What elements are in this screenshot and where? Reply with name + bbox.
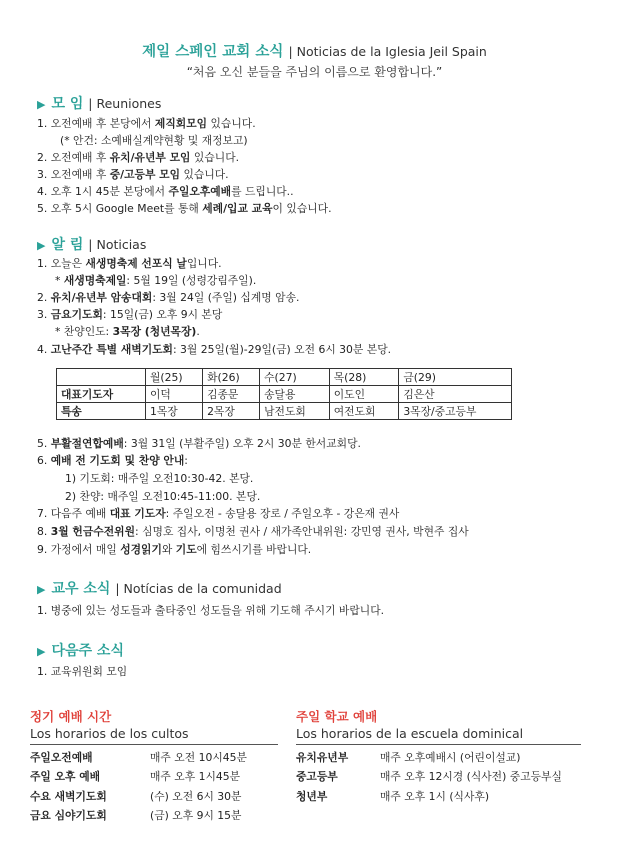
triangle-right-icon: ▶: [37, 583, 46, 596]
table-cell: 남전도회: [260, 403, 330, 420]
table-row: [57, 386, 512, 403]
list-item: 3. 오전예배 후 중/고등부 모임 있습니다.: [37, 168, 229, 181]
row-label: 대표기도자: [57, 386, 146, 403]
section-proxima-header: [37, 640, 124, 660]
escuela-subtitle: Los horarios de la escuela dominical: [296, 726, 524, 741]
cultos-title: 정기 예배 시간: [30, 709, 112, 724]
title-ko: 제일 스페인 교회 소식: [142, 44, 284, 60]
table-header-cell: 화(26): [203, 369, 260, 386]
service-time: 매주 오후예배시 (어린이설교): [380, 751, 521, 764]
section-reuniones-header: [37, 93, 161, 113]
service-row: 주일오전예배: [30, 751, 93, 764]
service-time: 매주 오후 1시45분: [150, 770, 241, 783]
list-item: 5. 부활절연합예배: 3월 31일 (부활주일) 오후 2시 30분 한서교회당.: [37, 437, 361, 450]
service-time: 매주 오후 1시 (식사후): [380, 790, 490, 803]
section-noticias-header: [37, 234, 146, 254]
table-cell: 김종문: [203, 386, 260, 403]
table-cell: 송달용: [260, 386, 330, 403]
divider: [30, 744, 278, 745]
list-item: 2. 오전예배 후 유치/유년부 모임 있습니다.: [37, 151, 240, 164]
list-item: 1. 오늘은 새생명축제 선포식 날입니다.: [37, 257, 222, 270]
cultos-subtitle: Los horarios de los cultos: [30, 726, 189, 741]
table-row: [57, 403, 512, 420]
escuela-title: 주일 학교 예배: [296, 709, 378, 724]
list-item: 2) 찬양: 매주일 오전10:45-11:00. 본당.: [65, 490, 261, 503]
section-subtitle: | Noticias: [88, 237, 147, 252]
list-item: 4. 오후 1시 45분 본당에서 주일오후예배를 드립니다..: [37, 185, 294, 198]
section-subtitle: | Reuniones: [88, 96, 162, 111]
list-item: 8. 3월 헌금수전위원: 심명호 집사, 이명천 권사 / 새가족안내위원: 강민영 권사, 박현주 집사: [37, 525, 469, 538]
section-title: 알 림: [51, 237, 84, 253]
list-item: 6. 예배 전 기도회 및 찬양 안내:: [37, 454, 188, 467]
service-time: (수) 오전 6시 30분: [150, 790, 242, 803]
list-item: 7. 다음주 예배 대표 기도자: 주일오전 - 송달용 장로 / 주일오후 - 강은재 권사: [37, 507, 400, 520]
section-title: 다음주 소식: [51, 643, 124, 659]
triangle-right-icon: ▶: [37, 239, 46, 252]
list-item: 5. 오후 5시 Google Meet를 통해 세례/입교 교육이 있습니다.: [37, 202, 332, 215]
table-cell: 1목장: [146, 403, 203, 420]
list-item: 1. 오전예배 후 본당에서 제직회모임 있습니다.: [37, 117, 256, 130]
table-header-cell: 금(29): [399, 369, 512, 386]
table-header-cell: 월(25): [146, 369, 203, 386]
service-row: 수요 새벽기도회: [30, 790, 107, 803]
list-item: 4. 고난주간 특별 새벽기도회: 3월 25일(월)-29일(금) 오전 6시 30분 본당.: [37, 343, 392, 356]
triangle-right-icon: ▶: [37, 645, 46, 658]
tagline: “처음 오신 분들을 주님의 이름으로 환영합니다.”: [186, 65, 443, 79]
service-row: 금요 심야기도회: [30, 809, 107, 822]
list-item: * 새생명축제일: 5월 19일 (성령강림주일).: [55, 274, 257, 287]
list-item: 1. 병중에 있는 성도들과 출타중인 성도들을 위해 기도해 주시기 바랍니다.: [37, 604, 385, 617]
list-item: * 찬양인도: 3목장 (청년목장).: [55, 325, 200, 338]
prayer-schedule-table: [56, 368, 512, 420]
list-item: (* 안건: 소예배실계약현황 및 재정보고): [60, 134, 248, 147]
service-time: 매주 오후 12시경 (식사전) 중고등부실: [380, 770, 562, 783]
page-header: [0, 40, 629, 61]
table-cell: 김은산: [399, 386, 512, 403]
service-row: 청년부: [296, 790, 328, 803]
table-header-row: [57, 369, 512, 386]
list-item: 1. 교육위원회 모임: [37, 665, 128, 678]
title-es: | Noticias de la Iglesia Jeil Spain: [288, 44, 487, 59]
section-comunidad-header: [37, 578, 282, 598]
service-time: (금) 오후 9시 15분: [150, 809, 242, 822]
list-item: 3. 금요기도회: 15일(금) 오후 9시 본당: [37, 308, 223, 321]
section-subtitle: | Notícias de la comunidad: [115, 581, 282, 596]
section-title: 모 임: [51, 96, 84, 112]
list-item: 9. 가정에서 매일 성경읽기와 기도에 힘쓰시기를 바랍니다.: [37, 543, 312, 556]
service-row: 유치유년부: [296, 751, 349, 764]
section-title: 교우 소식: [51, 581, 111, 597]
table-cell: [57, 369, 146, 386]
table-cell: 2목장: [203, 403, 260, 420]
table-header-cell: 목(28): [329, 369, 399, 386]
list-item: 1) 기도회: 매주일 오전10:30-42. 본당.: [65, 472, 254, 485]
service-row: 주일 오후 예배: [30, 770, 101, 783]
table-cell: 여전도회: [329, 403, 399, 420]
list-item: 2. 유치/유년부 암송대회: 3월 24일 (주일) 십계명 암송.: [37, 291, 300, 304]
service-row: 중고등부: [296, 770, 338, 783]
row-label: 특송: [57, 403, 146, 420]
table-header-cell: 수(27): [260, 369, 330, 386]
table-cell: 3목장/중고등부: [399, 403, 512, 420]
table-cell: 이도인: [329, 386, 399, 403]
divider: [296, 744, 581, 745]
triangle-right-icon: ▶: [37, 98, 46, 111]
service-time: 매주 오전 10시45분: [150, 751, 247, 764]
table-cell: 이덕: [146, 386, 203, 403]
